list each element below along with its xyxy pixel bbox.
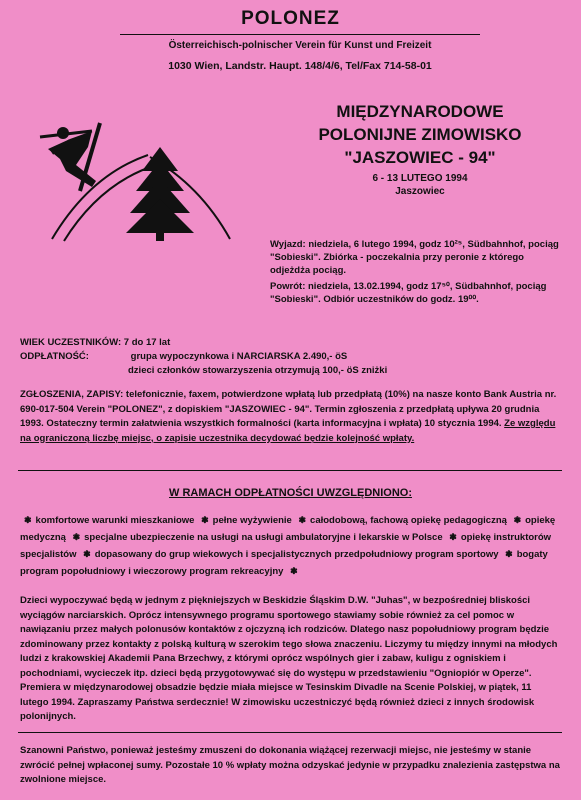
refund-note: Szanowni Państwo, ponieważ jesteśmy zmuszeni do dokonania wiążącej rezerwacji miejsc, nie jesteśmy w stanie zwrócić pełnej wpłaconej sumy. Pozostałe 10 % wpłaty można odzyskać jedynie w przypadku znalezienia zastępstwa na zwolnione miejsce. (20, 745, 560, 785)
bullet-icon: ❃ (505, 549, 513, 559)
included-item: całodobową, fachową opiekę pedagogiczną (310, 515, 507, 526)
org-name: POLONEZ (241, 8, 340, 29)
bullet-icon: ❃ (201, 515, 209, 525)
org-subtitle: Österreichisch-polnischer Verein für Kunst und Freizeit (168, 40, 432, 51)
bullet-icon: ❃ (513, 515, 522, 525)
age-label: WIEK UCZESTNIKÓW: (20, 337, 122, 348)
bullet-icon: ❃ (298, 515, 307, 525)
included-item: specjalne ubezpieczenie na usługi na usługi ambulatoryjne i lekarskie w Polsce (84, 532, 443, 543)
included-list (20, 512, 565, 580)
age-value: 7 do 17 lat (123, 337, 171, 348)
fee-row (20, 350, 387, 364)
included-item: pełne wyżywienie (212, 515, 292, 526)
bullet-icon: ❃ (290, 566, 298, 576)
included-item: dopasowany do grup wiekowych i specjalistycznych przedpołudniowy program sportowy (94, 549, 499, 560)
program-description: Dzieci wypoczywać będą w jednym z piękniejszych w Beskidzie Śląskim D.W. "Juhas", w bezpośredniej bliskości wyciągów narciarskich. Oprócz intensywnego programu sportowego stawiamy sobie również za cel pomoc w nawiązaniu przez małych polonusów kontaktów z ojczyzną ich rodziców. Dlatego nasz popołudniowy program będzie zdominowany przez kontakty z polską kulturą w szerokim tego słowa znaczeniu. Liczymy tu między innymi na młodych ludzi z krakowskiej Akademii Pana Brzechwy, z którymi oprócz wspólnych gier i zabaw, kuligu z ogniskiem i pochodniami, wycieczek itp. dzieci będą przygotowywać się do występu w przedstawieniu "Ogniopiór w Operze". Premiera w międzynarodowej obsadzie będzie miała miejsce w Tesinskim Divadle na Scenie Polskiej, w piątek, 11 lutego 1994. Zapraszamy Państwa serdecznie! W zimowisku uczestniczyć będą również dzieci z innych środowisk polonijnych. (20, 595, 558, 722)
registration-note: Ze względu na ograniczoną liczbę miejsc, o zapisie uczestnika decydować będzie kolejność wpłaty. (20, 418, 556, 444)
participant-info (20, 336, 387, 378)
age-row (20, 336, 387, 350)
section-divider-2 (18, 732, 562, 733)
fee-label: ODPŁATNOŚĆ: (20, 351, 89, 362)
org-address: 1030 Wien, Landstr. Haupt. 148/4/6, Tel/Fax 714-58-01 (168, 60, 432, 72)
travel-info (270, 238, 560, 309)
included-item: opiekę instruktorów specjalistów (20, 532, 552, 560)
registration-text: ZGŁOSZENIA, ZAPISY: telefonicznie, faxem, potwierdzone wpłatą lub przedpłatą (10%) na nasze konto Bank Austria nr. 690-017-504 Verein "POLONEZ", z dopiskiem "JASZOWIEC - 94". Termin zgłoszenia z przedpłatą upływa 20 grudnia 1993. Ostateczny termin załatwienia wszystkich formalności (karta informacyjna i wpłata) 10 stycznia 1994. (20, 389, 557, 429)
bullet-icon: ❃ (83, 549, 91, 559)
event-title-line1: MIĘDZYNARODOWE (336, 102, 504, 121)
section-divider-1 (18, 470, 562, 471)
fee-line1: grupa wypoczynkowa i NARCIARSKA 2.490,- öS (130, 351, 348, 362)
bullet-icon: ❃ (449, 532, 457, 542)
departure-text: Wyjazd: niedziela, 6 lutego 1994, godz 10²⁵, Südbahnhof, pociąg "Sobieski". Zbiórka - poczekalnia przy peronie z którego odjeżdża pociąg. (270, 239, 559, 276)
fir-tree-icon (126, 147, 194, 241)
included-item: komfortowe warunki mieszkaniowe (35, 515, 195, 526)
included-item: bogaty program popołudniowy i wieczorowy program rekreacyjny (20, 549, 548, 577)
return-text: Powrót: niedziela, 13.02.1994, godz 17⁵⁰, Südbahnhof, pociąg "Sobieski". Odbiór uczestników do godz. 19⁰⁰. (270, 281, 547, 305)
event-place: Jaszowiec (395, 186, 445, 197)
bullet-icon: ❃ (72, 532, 81, 542)
event-title-block (290, 100, 550, 197)
included-item: opiekę medyczną (20, 515, 556, 543)
fee-line2: dzieci członków stowarzyszenia otrzymują 100,- öS zniżki (128, 365, 388, 376)
registration-info (20, 388, 560, 446)
event-title-line2: POLONIJNE ZIMOWISKO (318, 125, 522, 144)
event-title-line3: "JASZOWIEC - 94" (344, 148, 496, 167)
bullet-icon: ❃ (24, 515, 32, 525)
skier-tree-logo-icon (30, 115, 250, 245)
included-heading: W RAMACH ODPŁATNOŚCI UWZGLĘDNIONO: (169, 487, 412, 499)
header-divider (120, 34, 480, 35)
event-dates: 6 - 13 LUTEGO 1994 (372, 173, 468, 184)
